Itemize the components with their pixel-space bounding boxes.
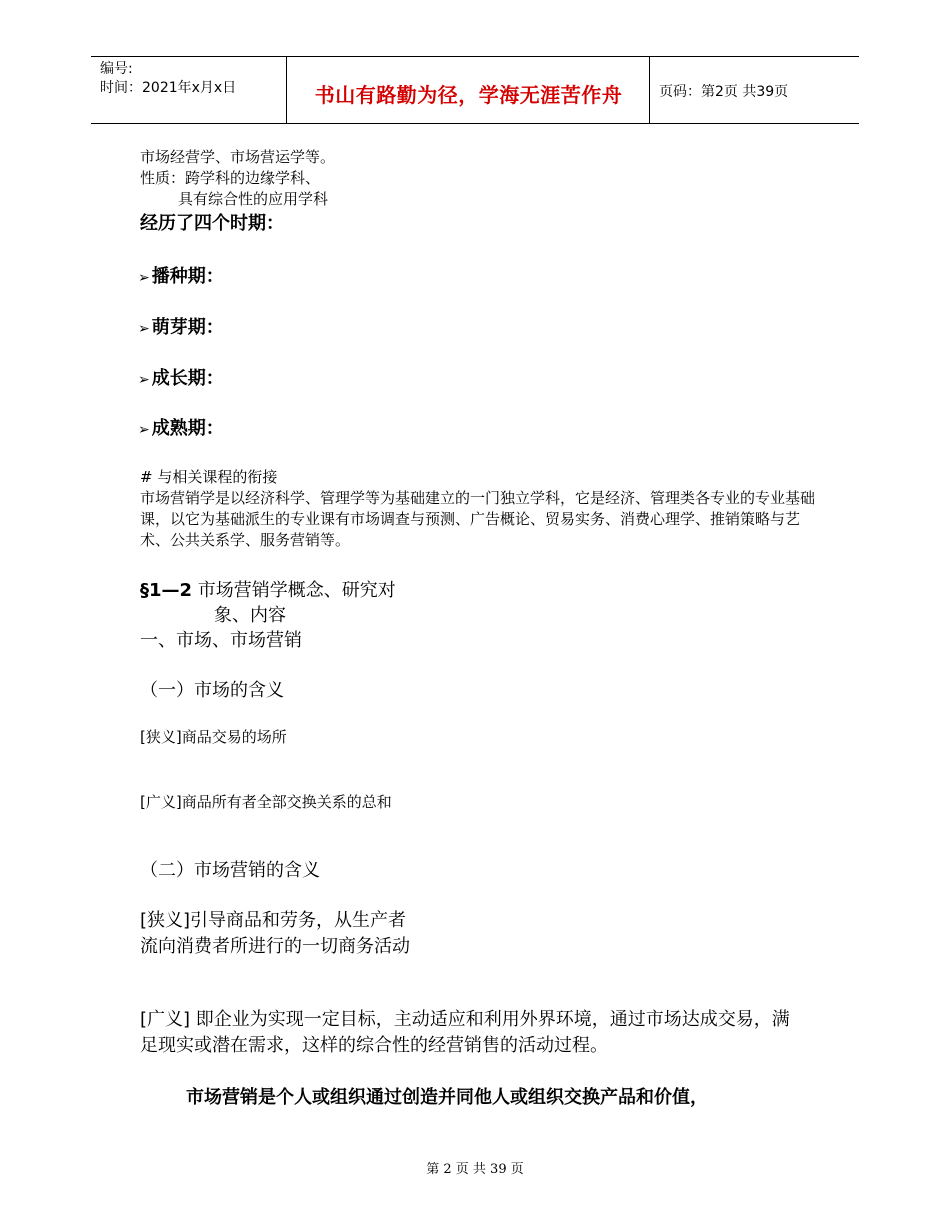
narrow-definition: [狭义]商品交易的场所: [140, 728, 287, 746]
arrow-bullet-icon: ➢: [138, 372, 150, 388]
part-heading: 一、市场、市场营销: [140, 630, 302, 651]
header-motto: 书山有路勤为径，学海无涯苦作舟: [314, 83, 623, 107]
section-heading: §1—2 市场营销学概念、研究对: [140, 580, 396, 601]
period-item: ➢ 成熟期：: [138, 418, 224, 439]
periods-title: 经历了四个时期：: [140, 213, 284, 234]
arrow-bullet-icon: ➢: [138, 270, 150, 286]
section-heading-2: 象、内容: [214, 605, 286, 626]
header-meta: [100, 60, 236, 98]
body-line: 市场经营学、市场营运学等。: [140, 148, 336, 166]
arrow-bullet-icon: ➢: [138, 321, 150, 337]
header-time: 时间：2021年x月x日: [100, 80, 237, 96]
page-header: [91, 56, 859, 124]
narrow-definition-2: 流向消费者所进行的一切商务活动: [140, 936, 410, 957]
definition-line: 市场营销是个人或组织通过创造并同他人或组织交换产品和价值，: [186, 1087, 708, 1108]
broad-definition: [广义] 即企业为实现一定目标，主动适应和利用外界环境，通过市场达成交易，满足现实或潜在需求，这样的综合性的经营销售的活动过程。: [140, 1009, 790, 1056]
period-item: ➢ 播种期：: [138, 266, 224, 287]
header-page-number: 页码：第2页 共39页: [659, 84, 789, 100]
header-number: 编号:: [100, 61, 133, 77]
period-item: ➢ 萌芽期：: [138, 317, 224, 338]
narrow-definition: [狭义]引导商品和劳务，从生产者: [140, 910, 407, 931]
link-title: # 与相关课程的衔接: [140, 468, 278, 486]
arrow-bullet-icon: ➢: [138, 422, 150, 438]
page-footer: 第 2 页 共 39 页: [426, 1162, 524, 1177]
sub-heading: （一）市场的含义: [140, 680, 284, 701]
sub-heading: （二）市场营销的含义: [140, 860, 320, 881]
nature-line: 性质：跨学科的边缘学科、: [140, 169, 321, 187]
link-paragraph: 市场营销学是以经济科学、管理学等为基础建立的一门独立学科，它是经济、管理类各专业的专业基础课，以它为基础派生的专业课有市场调查与预测、广告概论、贸易实务、消费心理学、推销策略与艺术、公共关系学、服务营销等。: [140, 489, 816, 549]
broad-definition: [广义]商品所有者全部交换关系的总和: [140, 793, 392, 811]
nature-line-2: 具有综合性的应用学科: [178, 190, 329, 208]
period-item: ➢ 成长期：: [138, 368, 224, 389]
